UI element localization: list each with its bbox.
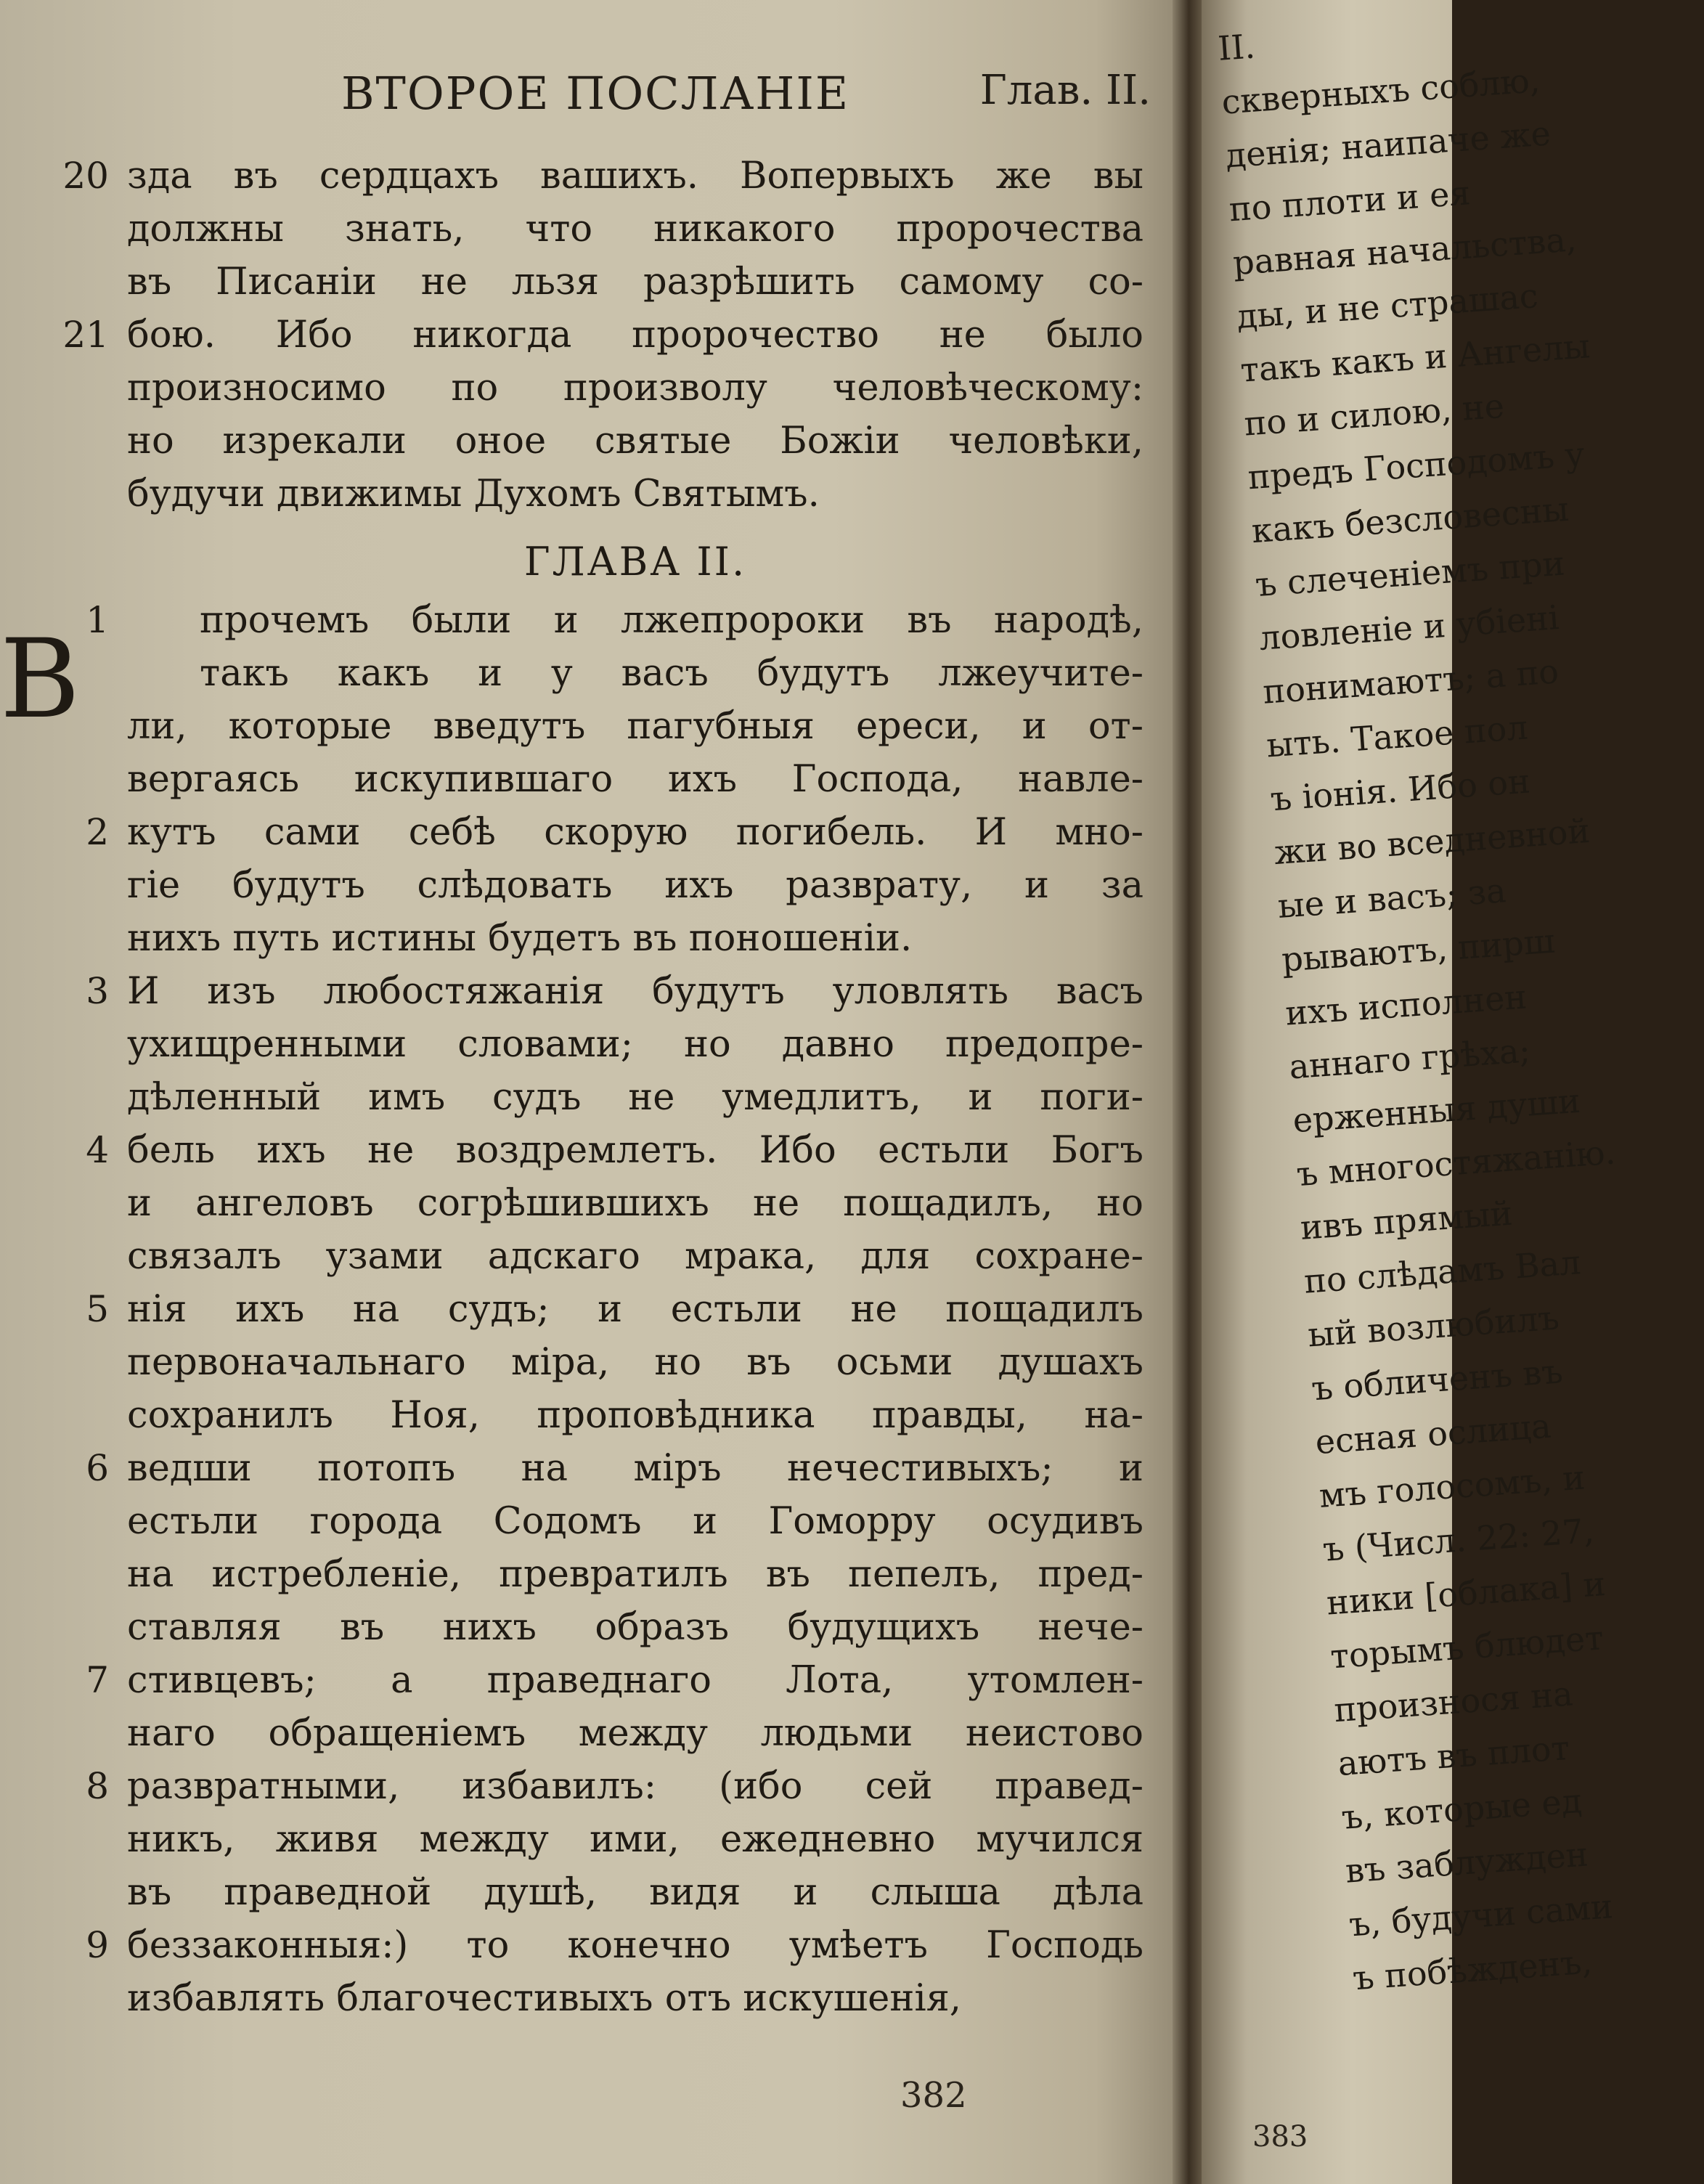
right-page-text xyxy=(1216,4,1617,2005)
verse-number: 4 xyxy=(86,1129,109,1171)
text-line: дѣленный имъ судъ не умедлитъ, и поги- xyxy=(127,1076,1144,1119)
text-line: развратными, избавилъ: (ибо сей правед- xyxy=(127,1765,1144,1808)
text-line: въ праведной душѣ, видя и слыша дѣла xyxy=(127,1871,1144,1914)
verse-number: 21 xyxy=(62,314,109,356)
text-line: ъ многостяжанію. xyxy=(1295,1132,1617,1194)
text-line: ъ побѣжденъ, xyxy=(1351,1941,1594,1998)
text-line: II. xyxy=(1216,26,1257,68)
verse-number: 6 xyxy=(86,1447,109,1489)
text-line: никъ, живя между ими, ежедневно мучился xyxy=(127,1818,1144,1861)
text-line: равная начальства, xyxy=(1231,219,1578,283)
text-line: въ заблужден xyxy=(1344,1834,1589,1891)
running-title: ВТОРОЕ ПОСЛАНІЕ xyxy=(341,67,850,120)
text-line: сохранилъ Ноя, проповѣдника правды, на- xyxy=(127,1394,1144,1437)
drop-cap: В xyxy=(0,616,81,743)
text-line: ъ, будучи сами xyxy=(1348,1886,1615,1944)
text-line: по плоти и ея xyxy=(1228,173,1472,229)
left-page-text xyxy=(127,150,1144,2025)
text-line: ихъ исполнен xyxy=(1284,977,1528,1033)
text-line: ъ, которые ед xyxy=(1340,1780,1583,1837)
text-line: ивъ прямый xyxy=(1299,1193,1514,1247)
verse-number: 3 xyxy=(86,970,109,1012)
text-line: стивцевъ; а праведнаго Лота, утомлен- xyxy=(127,1659,1144,1702)
text-line: ставляя въ нихъ образъ будущихъ нече- xyxy=(127,1606,1144,1649)
text-line: бель ихъ не воздремлетъ. Ибо естьли Богъ xyxy=(127,1129,1144,1172)
text-line: по слѣдамъ Вал xyxy=(1303,1242,1582,1301)
text-line: наго обращеніемъ между людьми неистово xyxy=(127,1712,1144,1755)
left-page-number: 382 xyxy=(900,2075,967,2116)
text-line: гіе будутъ слѣдовать ихъ разврату, и за xyxy=(127,864,1144,907)
text-line: по и силою, не xyxy=(1242,386,1506,444)
text-line: ники [облака] и xyxy=(1325,1563,1607,1623)
text-line: прочемъ были и лжепророки въ народѣ, xyxy=(200,599,1144,642)
running-head xyxy=(341,67,1151,125)
text-line: кутъ сами себѣ скорую погибель. И мно- xyxy=(127,811,1144,854)
text-line: денія; наипаче же xyxy=(1224,113,1552,176)
text-line: ухищренными словами; но давно предопре- xyxy=(127,1023,1144,1066)
text-line: ые и васъ; за xyxy=(1276,871,1508,926)
text-line: рываютъ, пирш xyxy=(1280,921,1557,979)
text-line: бою. Ибо никогда пророчество не было xyxy=(127,314,1144,356)
verse-number: 9 xyxy=(86,1924,109,1966)
text-line: ъ (Числ. 22: 27, xyxy=(1321,1510,1596,1569)
text-line: вергаясь искупившаго ихъ Господа, навле- xyxy=(127,758,1144,801)
text-line: ли, которые введутъ пагубныя ереси, и от- xyxy=(127,705,1144,748)
text-line: въ Писаніи не льзя разрѣшить самому со- xyxy=(127,261,1144,303)
verse-number: 2 xyxy=(86,811,109,853)
right-page-number: 383 xyxy=(1252,2120,1308,2154)
text-line: ерженныя души xyxy=(1291,1080,1582,1141)
text-line: И изъ любостяжанія будутъ уловлять васъ xyxy=(127,970,1144,1013)
text-line: зда въ сердцахъ вашихъ. Вопервыхъ же вы xyxy=(127,155,1144,197)
text-line: на истребленіе, превратилъ въ пепелъ, пред- xyxy=(127,1553,1144,1596)
verse-number: 8 xyxy=(86,1765,109,1807)
verse-number: 5 xyxy=(86,1288,109,1330)
text-line: какъ безсловесны xyxy=(1250,489,1570,551)
text-line: ловленіе и убіені xyxy=(1257,598,1561,658)
verse-number: 7 xyxy=(86,1659,109,1701)
text-line: будучи движимы Духомъ Святымъ. xyxy=(127,473,820,516)
text-line: ъ іонія. Ибо он xyxy=(1268,761,1532,819)
book-gutter xyxy=(1173,0,1205,2184)
text-line: нія ихъ на судъ; и естьли не пощадилъ xyxy=(127,1288,1144,1331)
text-line: ГЛАВА II. xyxy=(523,539,747,584)
text-line: ды, и не страшас xyxy=(1235,276,1540,336)
verse-number: 1 xyxy=(86,599,109,641)
text-line: предъ Господомъ у xyxy=(1246,434,1586,497)
text-line: но изрекали оное святые Божіи человѣки, xyxy=(127,420,1144,463)
text-line: должны знать, что никакого пророчества xyxy=(127,208,1144,250)
text-line: беззаконныя:) то конечно умѣетъ Господь xyxy=(127,1924,1144,1967)
text-line: такъ какъ и у васъ будутъ лжеучите- xyxy=(200,652,1144,695)
text-line: связалъ узами адскаго мрака, для сохране- xyxy=(127,1235,1144,1278)
text-line: произнося на xyxy=(1332,1674,1575,1730)
text-line: такъ какъ и Ангелы xyxy=(1239,326,1591,390)
text-line: мъ голосомъ, и xyxy=(1318,1457,1586,1515)
text-line: ведши потопъ на міръ нечестивыхъ; и xyxy=(127,1447,1144,1490)
text-line: и ангеловъ согрѣшившихъ не пощадилъ, но xyxy=(127,1182,1144,1225)
text-line: жи во вседневной xyxy=(1273,810,1591,873)
text-line: торымъ блюдет xyxy=(1329,1618,1605,1676)
text-line: понимаютъ; а по xyxy=(1261,651,1560,712)
text-line: естьли города Содомъ и Гоморру осудивъ xyxy=(127,1500,1144,1543)
text-line: ыть. Такое пол xyxy=(1265,707,1530,765)
text-line: аннаго грѣха; xyxy=(1287,1030,1532,1087)
text-line: избавлять благочестивыхъ отъ искушенія, xyxy=(127,1977,962,2020)
text-line: ъ слеченіемъ при xyxy=(1254,543,1566,605)
text-line: есная ослица xyxy=(1313,1406,1552,1462)
text-line: ъ обличенъ въ xyxy=(1310,1351,1565,1409)
verse-number: 20 xyxy=(62,155,109,197)
text-line: скверныхъ соблю, xyxy=(1220,60,1541,122)
text-line: ый возлюбилъ xyxy=(1306,1297,1561,1355)
text-line: нихъ путь истины будетъ въ поношеніи. xyxy=(127,917,913,960)
chapter-reference: Глав. II. xyxy=(979,67,1151,114)
text-line: произносимо по произволу человѣческому: xyxy=(127,367,1144,410)
text-line: первоначальнаго міра, но въ осьми душахъ xyxy=(127,1341,1144,1384)
right-page xyxy=(1202,0,1617,2184)
text-line: аютъ въ плот xyxy=(1336,1727,1571,1784)
